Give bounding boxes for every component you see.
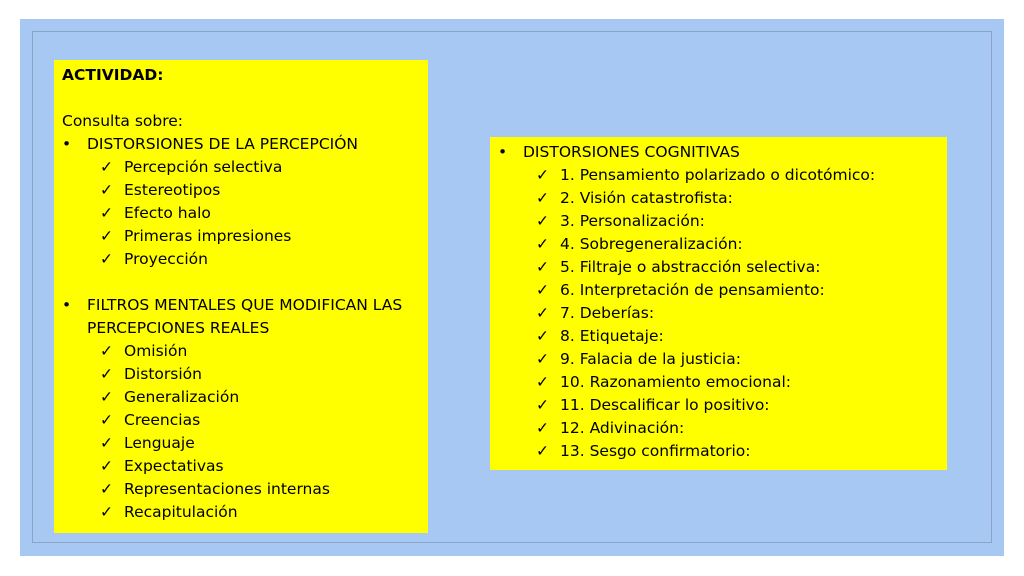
bullet-icon: • [62,296,72,314]
check-item-label: 6. Interpretación de pensamiento: [560,281,825,299]
checkmark-icon: ✓ [100,181,113,199]
check-item-label: 11. Descalificar lo positivo: [560,396,770,414]
check-item [62,363,420,386]
spacer [62,271,420,294]
check-item [62,478,420,501]
check-item-label: Estereotipos [124,181,221,199]
checkmark-icon: ✓ [100,457,113,475]
checkmark-icon: ✓ [100,411,113,429]
checkmark-icon: ✓ [100,204,113,222]
check-item [498,440,939,463]
check-item [62,340,420,363]
check-item-label: 2. Visión catastrofista: [560,189,733,207]
check-item-label: Efecto halo [124,204,211,222]
check-item-label: Generalización [124,388,240,406]
check-item [62,455,420,478]
section-title-perception: DISTORSIONES DE LA PERCEPCIÓN [87,135,359,153]
checkmark-icon: ✓ [100,434,113,452]
checkmark-icon: ✓ [100,250,113,268]
check-item [62,225,420,248]
checkmark-icon: ✓ [536,166,549,184]
check-item-label: 9. Falacia de la justicia: [560,350,741,368]
check-item [62,202,420,225]
check-item [62,501,420,524]
check-item-label: 7. Deberías: [560,304,655,322]
checkmark-icon: ✓ [100,388,113,406]
section-title-cognitive: DISTORSIONES COGNITIVAS [523,143,740,161]
check-item [62,409,420,432]
activity-heading: ACTIVIDAD: [62,66,164,84]
checkmark-icon: ✓ [536,212,549,230]
check-item [498,302,939,325]
check-item [498,164,939,187]
check-item [62,179,420,202]
activity-box [54,60,428,533]
check-item-label: Omisión [124,342,188,360]
bullet-icon: • [498,143,508,161]
checkmark-icon: ✓ [536,350,549,368]
checkmark-icon: ✓ [100,480,113,498]
bullet-item [62,133,420,156]
check-item-label: 12. Adivinación: [560,419,685,437]
check-item-label: 3. Personalización: [560,212,705,230]
checkmark-icon: ✓ [536,281,549,299]
check-item-label: 8. Etiquetaje: [560,327,664,345]
checkmark-icon: ✓ [536,396,549,414]
check-item-label: Recapitulación [124,503,238,521]
check-item [498,348,939,371]
check-item [62,432,420,455]
checkmark-icon: ✓ [100,342,113,360]
bullet-item [498,141,939,164]
check-item [498,187,939,210]
check-item [498,371,939,394]
check-item-label: 5. Filtraje o abstracción selectiva: [560,258,821,276]
check-item [62,156,420,179]
cognitive-distortions-box [490,137,947,470]
check-item-label: Percepción selectiva [124,158,283,176]
check-item-label: 10. Razonamiento emocional: [560,373,791,391]
check-item-label: Distorsión [124,365,202,383]
checkmark-icon: ✓ [536,419,549,437]
check-item [498,325,939,348]
section-title-filters: FILTROS MENTALES QUE MODIFICAN LAS [87,296,403,314]
check-item-label: Representaciones internas [124,480,330,498]
check-item [62,248,420,271]
check-item-label: 1. Pensamiento polarizado o dicotómico: [560,166,876,184]
checkmark-icon: ✓ [100,158,113,176]
check-item [498,256,939,279]
checkmark-icon: ✓ [536,327,549,345]
check-item [498,233,939,256]
check-item [62,386,420,409]
checkmark-icon: ✓ [536,235,549,253]
intro-text: Consulta sobre: [62,112,184,130]
bullet-item [62,294,420,317]
check-item [498,394,939,417]
check-item-label: Expectativas [124,457,224,475]
checkmark-icon: ✓ [536,442,549,460]
check-item-label: Lenguaje [124,434,195,452]
check-item-label: Primeras impresiones [124,227,292,245]
checkmark-icon: ✓ [100,365,113,383]
checkmark-icon: ✓ [100,227,113,245]
check-item [498,279,939,302]
checkmark-icon: ✓ [536,304,549,322]
check-item-label: 4. Sobregeneralización: [560,235,743,253]
section-title-filters-continued: PERCEPCIONES REALES [87,319,270,337]
checkmark-icon: ✓ [536,189,549,207]
check-item [498,417,939,440]
checkmark-icon: ✓ [100,503,113,521]
check-item-label: 13. Sesgo confirmatorio: [560,442,751,460]
bullet-icon: • [62,135,72,153]
checkmark-icon: ✓ [536,373,549,391]
checkmark-icon: ✓ [536,258,549,276]
spacer [62,87,420,110]
check-item-label: Creencias [124,411,201,429]
check-item [498,210,939,233]
check-item-label: Proyección [124,250,208,268]
